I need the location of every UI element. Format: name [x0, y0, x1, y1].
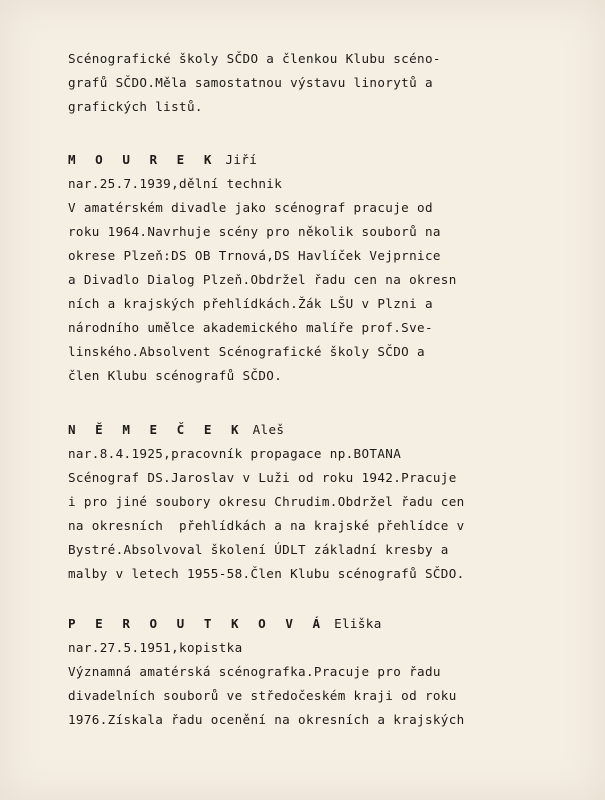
entry-heading: [68, 418, 578, 442]
entry-mourek: [68, 148, 578, 388]
entry-peroutkova: [68, 612, 578, 732]
text-line: národního umělce akademického malíře prof.Sve-: [68, 320, 433, 335]
text-line: člen Klubu scénografů SČDO.: [68, 368, 283, 383]
text-line: malby v letech 1955-58.Člen Klubu scénografů SČDO.: [68, 566, 465, 581]
text-line: Významná amatérská scénografka.Pracuje pro řadu: [68, 664, 441, 679]
intro-paragraph: [68, 47, 578, 119]
text-line: ních a krajských přehlídkách.Žák LŠU v Plzni a: [68, 296, 433, 311]
entry-heading: [68, 612, 578, 636]
text-line: Scénografické školy SČDO a členkou Klubu scéno-: [68, 51, 441, 66]
entry-surname: M O U R E K: [68, 152, 218, 167]
text-line: nar.27.5.1951,kopistka: [68, 640, 243, 655]
text-line: na okresních přehlídkách a na krajské přehlídce v: [68, 518, 465, 533]
entry-given-name: Jiří: [225, 152, 258, 167]
text-line: linského.Absolvent Scénografické školy SČDO a: [68, 344, 425, 359]
entry-given-name: Eliška: [334, 616, 382, 631]
text-line: V amatérském divadle jako scénograf pracuje od: [68, 200, 433, 215]
text-line: Bystré.Absolvoval školení ÚDLT základní kresby a: [68, 542, 449, 557]
text-line: grafických listů.: [68, 99, 203, 114]
text-line: a Divadlo Dialog Plzeň.Obdržel řadu cen na okresn: [68, 272, 457, 287]
entry-nemecek: [68, 418, 578, 586]
entry-heading: [68, 148, 578, 172]
text-line: Scénograf DS.Jaroslav v Luži od roku 1942.Pracuje: [68, 470, 457, 485]
text-line: nar.25.7.1939,dělní technik: [68, 176, 283, 191]
text-line: grafů SČDO.Měla samostatnou výstavu linorytů a: [68, 75, 433, 90]
text-line: nar.8.4.1925,pracovník propagace np.BOTANA: [68, 446, 402, 461]
entry-surname: P E R O U T K O V Á: [68, 616, 327, 631]
text-line: okrese Plzeň:DS OB Trnová,DS Havlíček Vejprnice: [68, 248, 441, 263]
text-line: roku 1964.Navrhuje scény pro několik souborů na: [68, 224, 441, 239]
entry-surname: N Ě M E Č E K: [68, 422, 245, 437]
entry-given-name: Aleš: [252, 422, 285, 437]
text-line: 1976.Získala řadu ocenění na okresních a krajských: [68, 712, 465, 727]
text-line: divadelních souborů ve středočeském kraji od roku: [68, 688, 457, 703]
text-line: i pro jiné soubory okresu Chrudim.Obdržel řadu cen: [68, 494, 465, 509]
